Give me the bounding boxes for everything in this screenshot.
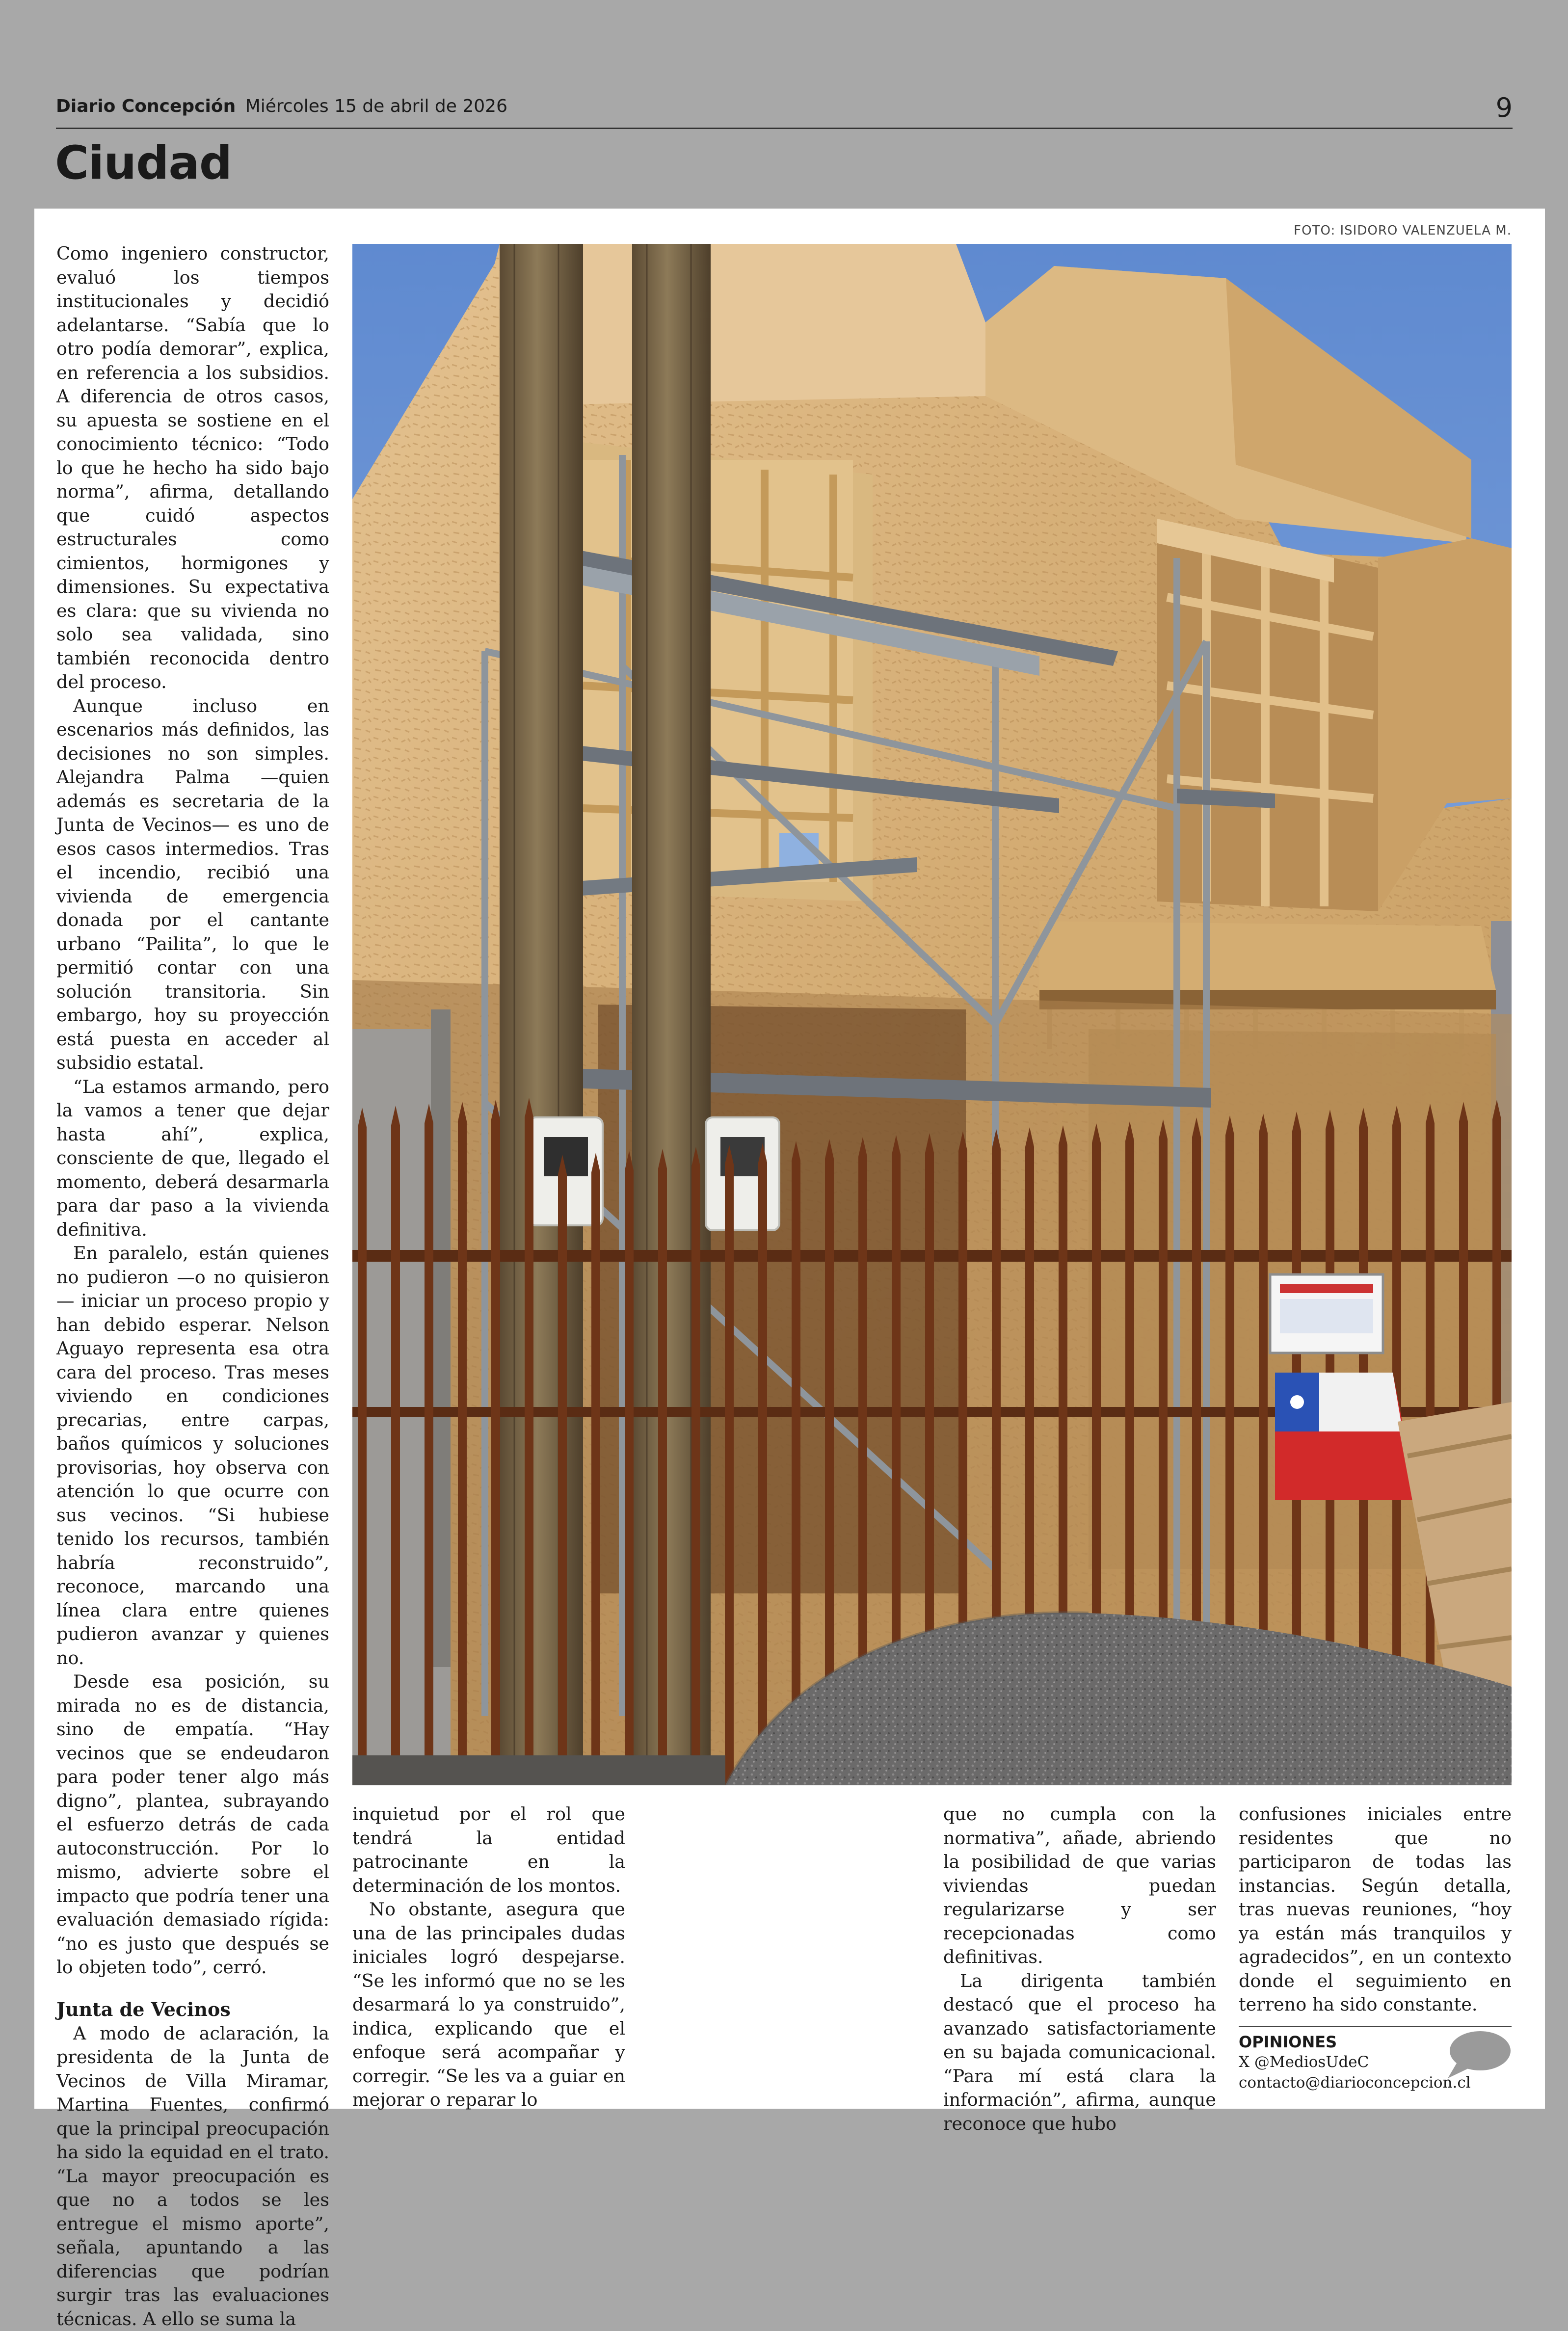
paragraph: En paralelo, están quienes no pudieron —o no quisieron— iniciar un proceso propio y han debido esperar. Nelson Aguayo representa esa otra cara del proceso. Tras meses viviendo en condiciones precarias, entre carpas, baños químicos y soluciones provisorias, hoy observa con atención lo que ocurre con sus vecinos. “Si hubiese tenido los recursos, también habría reconstruido”, reconoce, marcando una línea clara entre quienes pudieron avanzar y quienes no. (56, 1242, 329, 1670)
masthead (56, 96, 1513, 129)
article-page (34, 209, 1545, 2109)
paragraph: “La estamos armando, pero la vamos a tener que dejar hasta ahí”, explica, consciente de que, llegado el momento, deberá desarmarla para dar paso a la vivienda definitiva. (56, 1075, 329, 1242)
opiniones-title: OPINIONES (1239, 2032, 1512, 2052)
fence-picket (625, 1151, 634, 1785)
fence-picket (358, 1108, 367, 1785)
paragraph: inquietud por el rol que tendrá la entidad patrocinante en la determinación de los montos. (352, 1802, 625, 1898)
speech-bubble-icon (1443, 2029, 1512, 2080)
fence-picket (725, 1145, 734, 1785)
fence-picket (491, 1100, 500, 1785)
left-column (56, 242, 329, 2331)
fence-picket (658, 1149, 667, 1785)
paragraph: La dirigenta también destacó que el proceso ha avanzado satisfactoriamente en su bajada comunicacional. “Para mí está clara la información”, afirma, aunque reconoce que hubo (943, 1969, 1216, 2136)
paragraph: Desde esa posición, su mirada no es de distancia, sino de empatía. “Hay vecinos que se endeudaron para poder tener algo más digno”, plantea, subrayando el esfuerzo detrás de cada autoconstrucción. Por lo mismo, advierte sobre el impacto que podría tener una evaluación demasiado rígida: “no es justo que después se lo objeten todo”, cerró. (56, 1670, 329, 1980)
fence-picket (758, 1143, 767, 1785)
paragraph: que no cumpla con la normativa”, añade, abriendo la posibilidad de que varias viviendas puedan regularizarse y ser recepcionadas como definitivas. (943, 1802, 1216, 1969)
fence-picket (558, 1155, 567, 1785)
x-handle-link[interactable]: X @MediosUdeC (1239, 2052, 1512, 2072)
fence-picket (425, 1104, 433, 1785)
publication-name: Diario Concepción (56, 96, 236, 116)
fence-picket (525, 1098, 533, 1785)
paragraph: Como ingeniero constructor, evaluó los tiempos institucionales y decidió adelantarse. “Sabía que lo otro podía demorar”, explica, en referencia a los subsidios. A diferencia de otros casos, su apuesta se sostiene en el conocimiento técnico: “Todo lo que he hecho ha sido bajo norma”, afirma, detallando que cuidó aspectos estructurales como cimientos, hormigones y dimensiones. Su expectativa es clara: que su vivienda no solo sea validada, sino también reconocida dentro del proceso. (56, 242, 329, 694)
column-3 (943, 1802, 1216, 2136)
paragraph: confusiones iniciales entre residentes que no participaron de todas las instancias. Según detalla, tras nuevas reuniones, “hoy ya están más tranquilos y agradecidos”, en un contexto donde el seguimiento en terreno ha sido constante. (1239, 1802, 1512, 2017)
column-4 (1239, 1802, 1512, 2093)
subheading: Junta de Vecinos (56, 1997, 329, 2022)
photo-credit: FOTO: ISIDORO VALENZUELA M. (1294, 223, 1512, 238)
paragraph: No obstante, asegura que una de las principales dudas iniciales logró despejarse. “Se les informó que no se les desarmará lo ya construido”, indica, explicando que el enfoque será acompañar y corregir. “Se les va a guiar en mejorar o reparar lo (352, 1898, 625, 2112)
section-title: Ciudad (55, 136, 232, 190)
fence-picket (391, 1106, 400, 1785)
column-2 (352, 1802, 625, 2112)
fence-picket (792, 1141, 800, 1785)
fence-picket (458, 1102, 467, 1785)
issue-date: Miércoles 15 de abril de 2026 (245, 96, 507, 116)
fence-picket (691, 1147, 700, 1785)
fence-picket (591, 1153, 600, 1785)
paragraph: A modo de aclaración, la presidenta de la Junta de Vecinos de Villa Miramar, Martina Fuentes, confirmó que la principal preocupación ha sido la equidad en el trato. “La mayor preocupación es que no a todos se les entregue el mismo aporte”, señala, apuntando a las diferencias que podrían surgir tras las evaluaciones técnicas. A ello se suma la (56, 2022, 329, 2331)
contact-email-link[interactable]: contacto@diarioconcepcion.cl (1239, 2072, 1512, 2093)
construction-photo (352, 244, 1512, 1785)
paragraph: Aunque incluso en escenarios más definidos, las decisiones no son simples. Alejandra Palma —quien además es secretaria de la Junta de Vecinos— es uno de esos casos intermedios. Tras el incendio, recibió una vivienda de emergencia donada por el cantante urbano “Pailita”, lo que le permitió contar con una solución transitoria. Sin embargo, hoy su proyección está puesta en acceder al subsidio estatal. (56, 694, 329, 1075)
page-number: 9 (1496, 92, 1513, 123)
opiniones-box (1239, 2026, 1512, 2093)
house-under-construction-image (352, 244, 1512, 1785)
